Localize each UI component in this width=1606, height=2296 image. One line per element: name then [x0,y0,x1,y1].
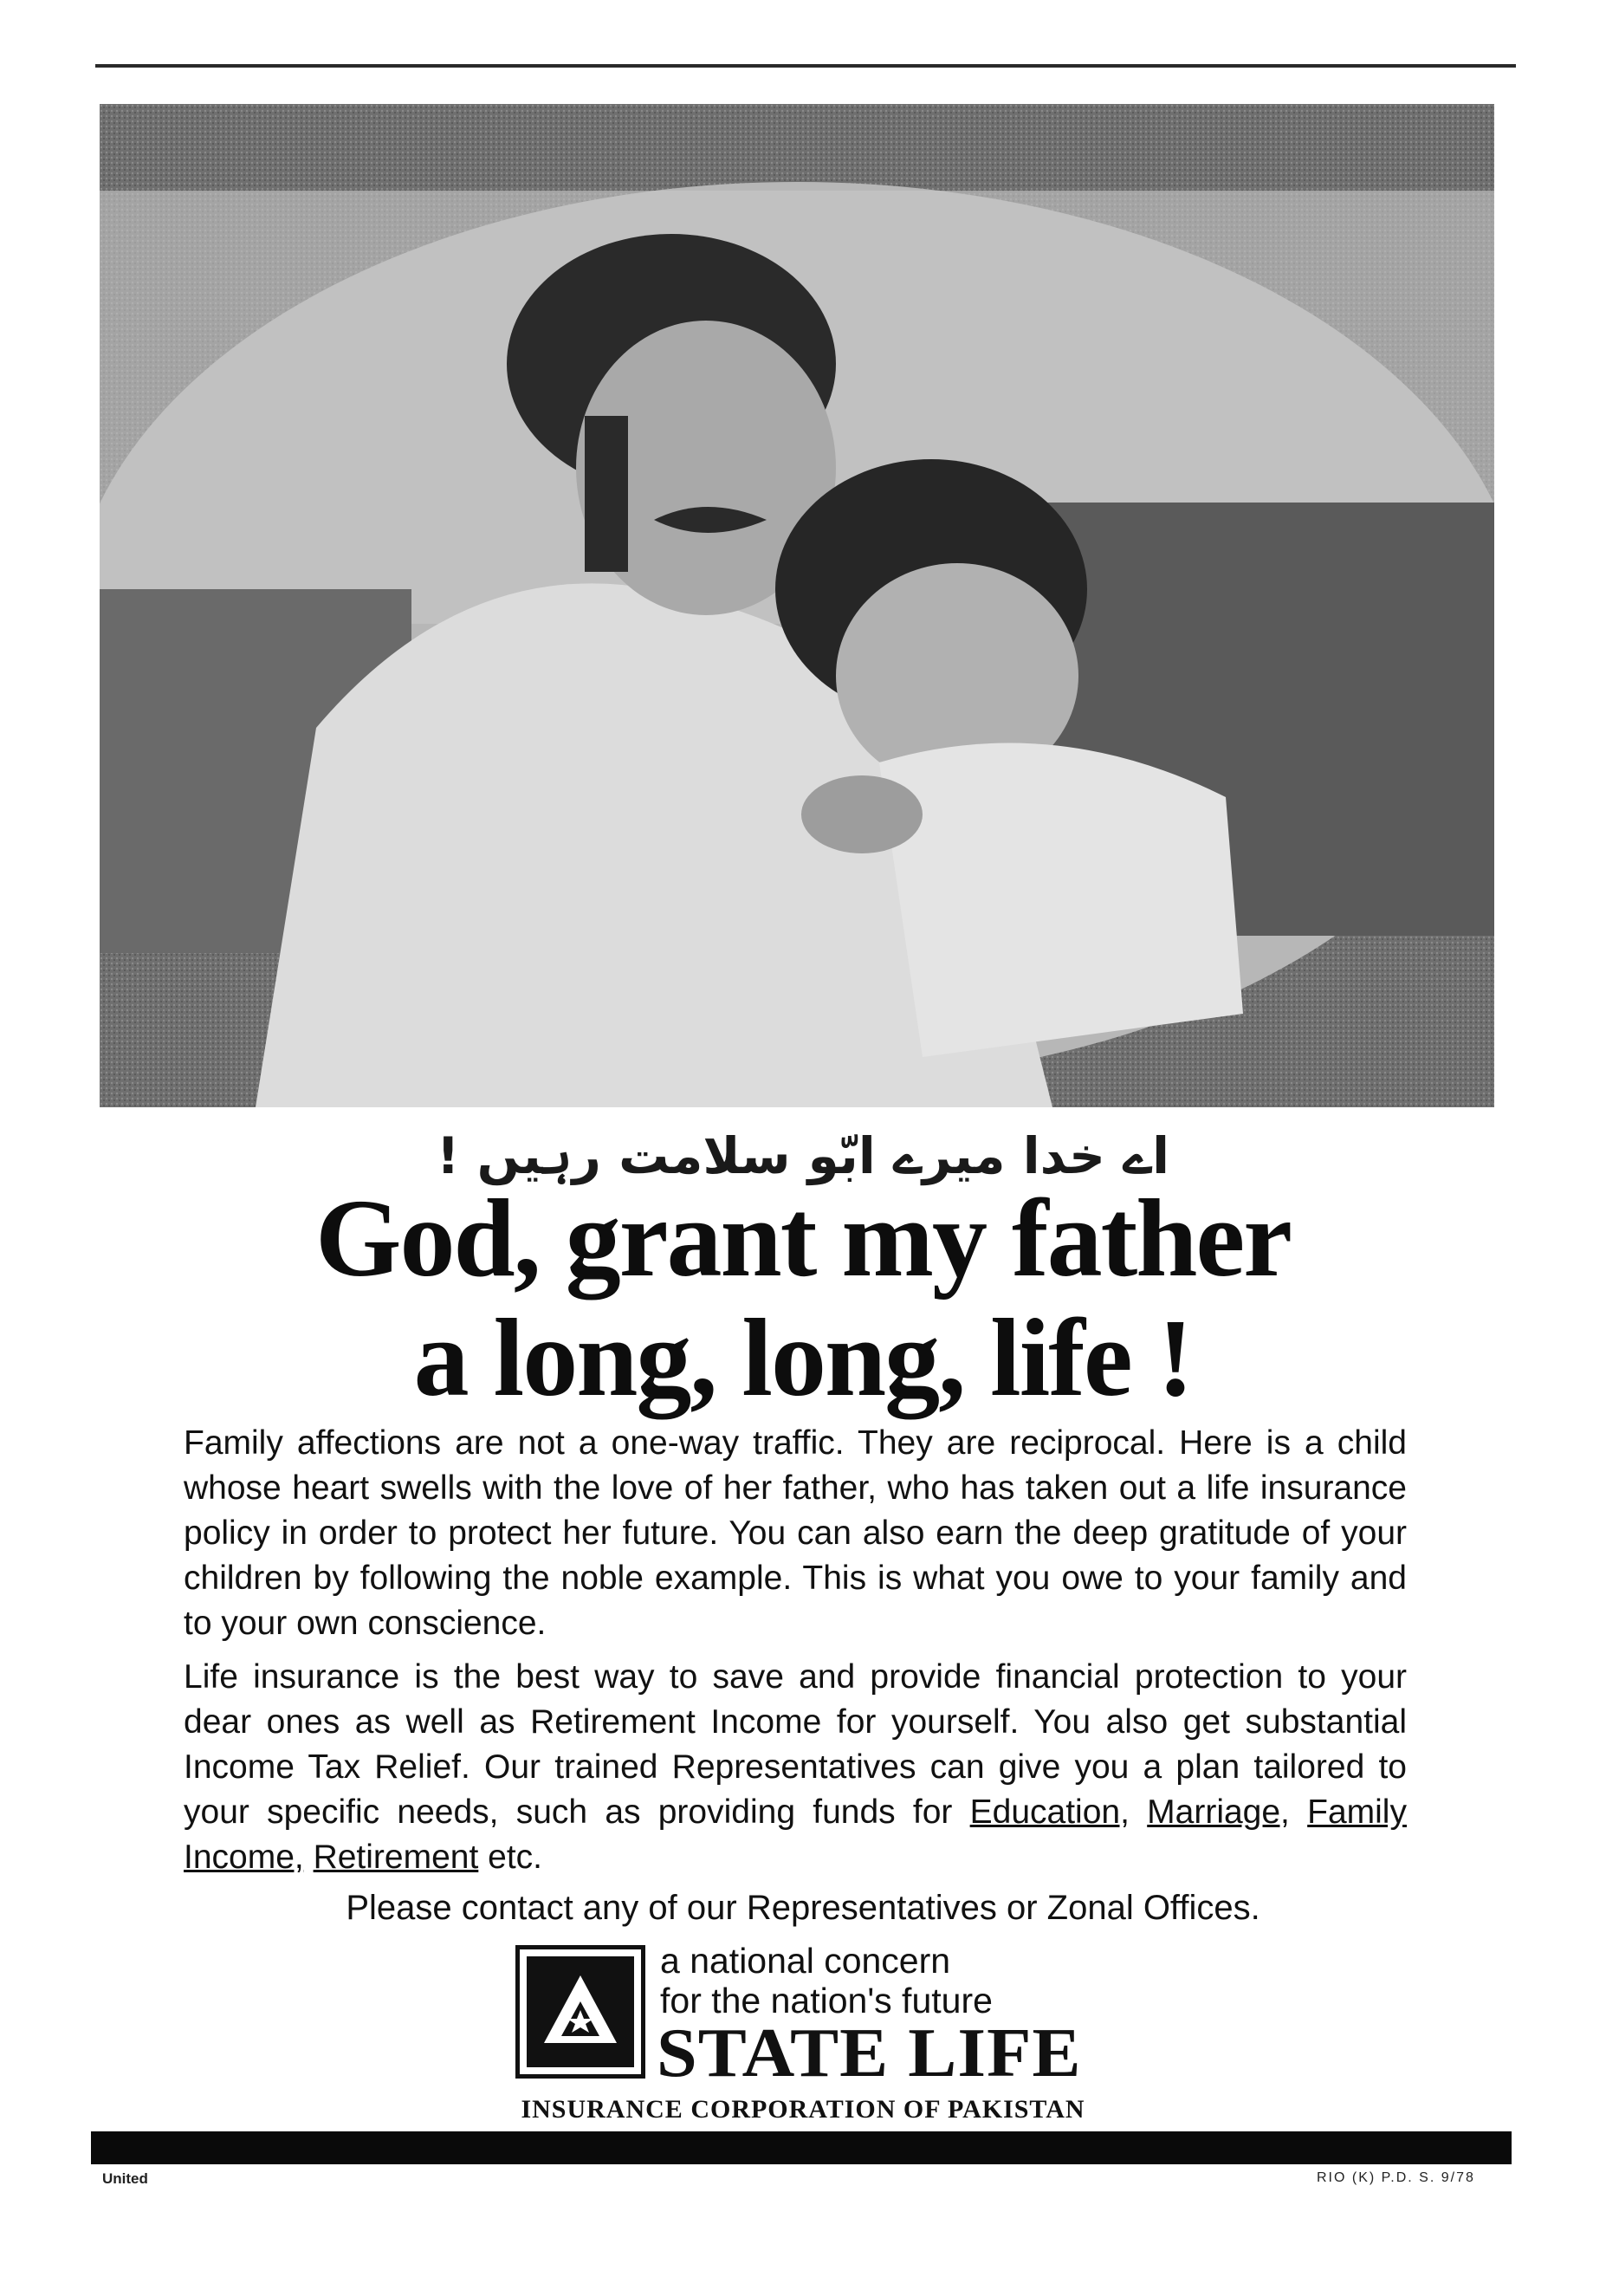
headline-line-1: God, grant my father [314,1177,1292,1300]
publication-code: RIO (K) P.D. S. 9/78 [1317,2170,1475,2185]
tagline [660,1941,993,2020]
tagline-line-2: for the nation's future [660,1981,993,2020]
father-daughter-photo [100,104,1494,1107]
top-rule [95,64,1516,68]
body-paragraph-2 [184,1655,1407,1880]
paragraph-2-end: etc. [488,1839,543,1876]
tagline-line-1: a national concern [660,1941,951,1981]
benefit-marriage: Marriage, [1147,1793,1290,1831]
brand-name: STATE LIFE [657,2015,1082,2092]
headline [0,1178,1606,1417]
paragraph-2-text: Life insurance is the best way to save and provide financial protection to your dear ones as well as Retirement Income for yourself. You also get substantial Income Tax Relief. Our trained Representatives can give you a plan tailored to your specific needs, such as providing funds for [184,1658,1407,1831]
corporation-name: INSURANCE CORPORATION OF PAKISTAN [521,2095,1085,2124]
benefit-family-income: Family Income, [184,1793,1407,1876]
urdu-caption: اے خدا میرے ابّو سلامت رہیں ! [437,1126,1169,1185]
body-paragraph-1: Family affections are not a one-way traffic. They are reciprocal. Here is a child whose heart swells with the love of her father, who has taken out a life insurance policy in order to protect her future. You can also earn the deep gratitude of your children by following the noble example. This is what you owe to your family and to your own conscience. [184,1424,1407,1642]
state-life-logo [515,1945,645,2079]
logo-emblem-icon [527,1956,634,2067]
headline-line-2: a long, long, life ! [413,1296,1193,1419]
contact-line: Please contact any of our Representatives or Zonal Offices. [346,1889,1260,1927]
benefit-education: Education, [969,1793,1130,1831]
benefit-retirement: Retirement [313,1839,479,1876]
bottom-bar [91,2131,1512,2164]
agency-credit: United [102,2170,148,2187]
photo-illustration [100,104,1494,1107]
